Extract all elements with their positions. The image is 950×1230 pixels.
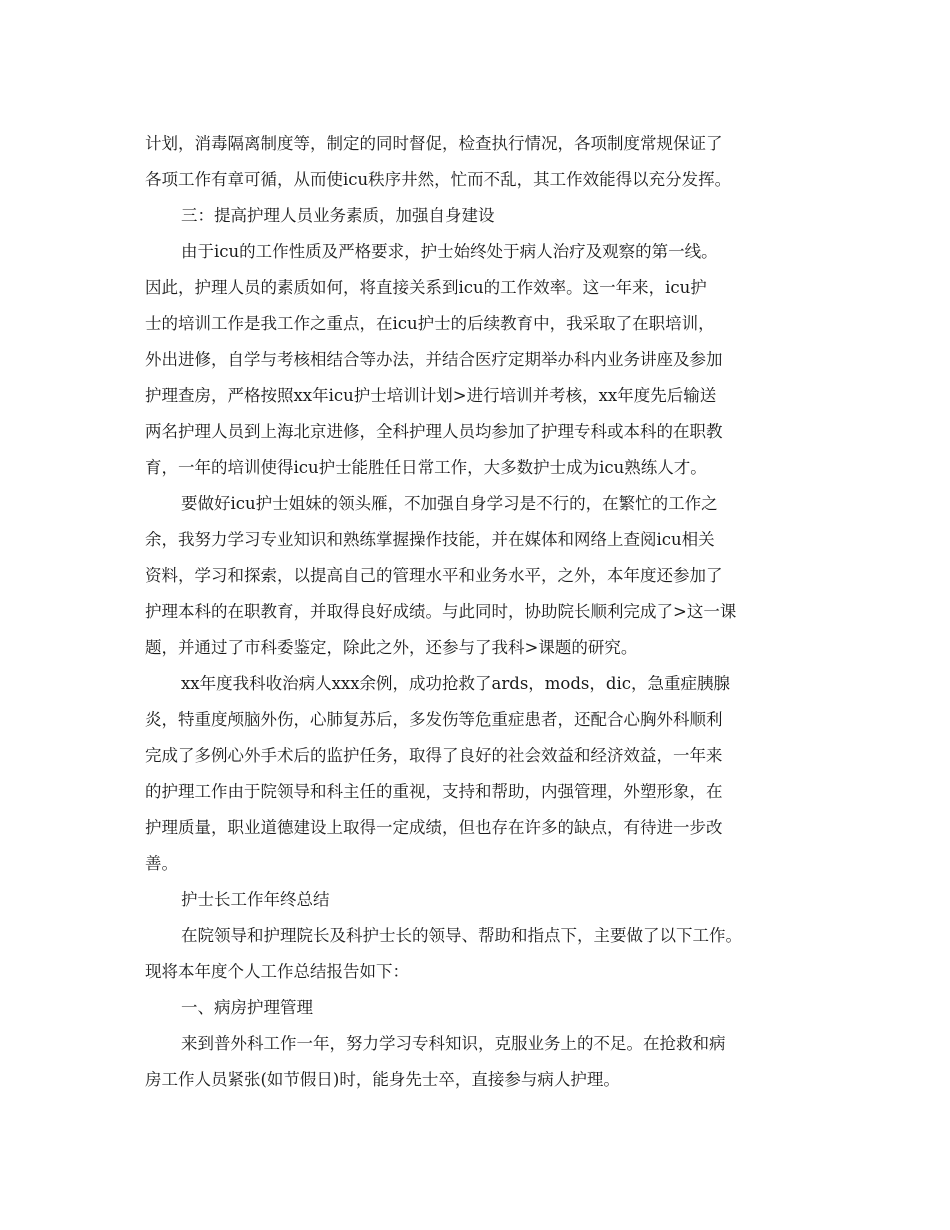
text-line: 因此，护理人员的素质如何，将直接关系到icu的工作效率。这一年来，icu护 (145, 278, 707, 297)
text-line: 由于icu的工作性质及严格要求，护士始终处于病人治疗及观察的第一线。 (181, 242, 718, 261)
text-line: 各项工作有章可循，从而使icu秩序井然，忙而不乱，其工作效能得以充分发挥。 (145, 170, 732, 189)
text-line: 资料，学习和探索，以提高自己的管理水平和业务水平，之外，本年度还参加了 (145, 566, 723, 585)
text-line: 计划，消毒隔离制度等，制定的同时督促，检查执行情况，各项制度常规保证了 (145, 134, 723, 153)
text-line: 护理查房，严格按照xx年icu护士培训计划>进行培训并考核，xx年度先后输送 (145, 386, 717, 405)
text-line: 余，我努力学习专业知识和熟练掌握操作技能，并在媒体和网络上查阅icu相关 (145, 530, 715, 549)
text-line: 育，一年的培训使得icu护士能胜任日常工作，大多数护士成为icu熟练人才。 (145, 458, 707, 477)
text-line: 士的培训工作是我工作之重点，在icu护士的后续教育中，我采取了在职培训， (145, 314, 715, 333)
text-line: 的护理工作由于院领导和科主任的重视，支持和帮助，内强管理，外塑形象，在 (145, 782, 723, 801)
text-line: 来到普外科工作一年，努力学习专科知识，克服业务上的不足。在抢救和病 (181, 1034, 726, 1053)
text-line: 炎，特重度颅脑外伤，心肺复苏后，多发伤等危重症患者，还配合心胸外科顺利 (145, 710, 723, 729)
text-line: 护理本科的在职教育，并取得良好成绩。与此同时，协助院长顺利完成了>这一课 (145, 602, 737, 621)
text-line: 护理质量，职业道德建设上取得一定成绩，但也存在许多的缺点，有待进一步改 (145, 818, 723, 837)
text-line: 一、病房护理管理 (181, 998, 313, 1017)
text-line: 房工作人员紧张(如节假日)时，能身先士卒，直接参与病人护理。 (145, 1070, 620, 1089)
text-line: 现将本年度个人工作总结报告如下： (145, 962, 409, 981)
text-line: 善。 (145, 854, 178, 873)
text-line: 护士长工作年终总结 (181, 890, 330, 909)
text-line: 要做好icu护士姐妹的领头雁，不加强自身学习是不行的，在繁忙的工作之 (181, 494, 718, 513)
text-line: xx年度我科收治病人xxx余例，成功抢救了ards，mods，dic，急重症胰腺 (181, 674, 730, 693)
text-line: 三：提高护理人员业务素质，加强自身建设 (181, 206, 495, 225)
document-body (145, 126, 813, 1098)
text-line: 在院领导和护理院长及科护士长的领导、帮助和指点下，主要做了以下工作。 (181, 926, 742, 945)
text-line: 题，并通过了市科委鉴定，除此之外，还参与了我科>课题的研究。 (145, 638, 638, 657)
text-line: 完成了多例心外手术后的监护任务，取得了良好的社会效益和经济效益，一年来 (145, 746, 723, 765)
text-line: 外出进修，自学与考核相结合等办法，并结合医疗定期举办科内业务讲座及参加 (145, 350, 723, 369)
text-line: 两名护理人员到上海北京进修，全科护理人员均参加了护理专科或本科的在职教 (145, 422, 723, 441)
